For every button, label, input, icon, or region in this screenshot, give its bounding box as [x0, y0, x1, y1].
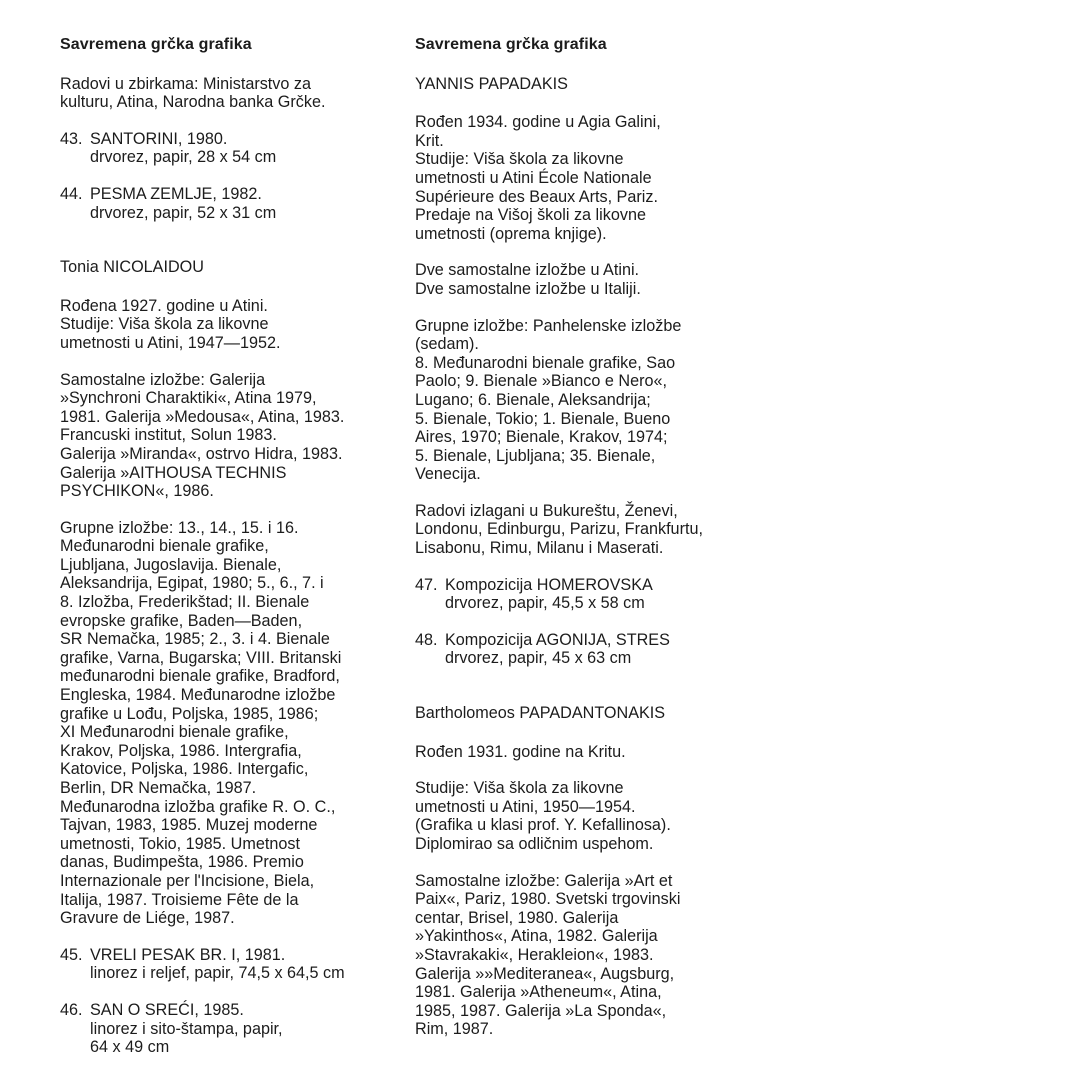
item-number: 47. — [415, 575, 438, 594]
artist-name-papadakis: YANNIS PAPADAKIS — [415, 74, 568, 93]
item-number: 44. — [60, 184, 83, 203]
group-exhibitions-paragraph: Grupne izložbe: Panhelenske izložbe (sedam). 8. Međunarodni bienale grafike, Sao Paolo; 9. Bienale »Bianco e Nero«, Lugano; 6. Bienale, Aleksandrija; 5. Bienale, Tokio; 1. Bienale, Bueno Aires, 1970; Bienale, Krakov, 1974; 5. Bienale, Ljubljana; 35. Bienale, Venecija. — [415, 316, 682, 484]
solo-exhibitions-paragraph: Dve samostalne izložbe u Atini. Dve samostalne izložbe u Italiji. — [415, 261, 641, 298]
item-number: 46. — [60, 1000, 83, 1019]
catalog-item-48 — [415, 631, 755, 668]
biography-paragraph: Rođen 1934. godine u Agia Galini, Krit. Studije: Viša škola za likovne umetnosti u Atini École Nationale Supérieure des Beaux Arts, Pariz. Predaje na Višoj školi za likovne umetnosti (oprema knjige). — [415, 113, 661, 243]
running-header-left: Savremena grčka grafika — [60, 36, 252, 53]
item-text: Kompozicija HOMEROVSKA drvorez, papir, 45,5 x 58 cm — [445, 575, 653, 613]
item-text: Kompozicija AGONIJA, STRES drvorez, papir, 45 x 63 cm — [445, 630, 670, 668]
artist-name-nicolaidou: Tonia NICOLAIDOU — [60, 258, 204, 277]
exhibited-cities-paragraph: Radovi izlagani u Bukureštu, Ženevi, Londonu, Edinburgu, Parizu, Frankfurtu, Lisabonu, Rimu, Milanu i Maserati. — [415, 501, 703, 558]
left-column — [60, 36, 400, 1075]
catalog-item-45 — [60, 946, 400, 983]
item-text: SAN O SREĆI, 1985. linorez i sito-štampa, papir, 64 x 49 cm — [90, 1000, 283, 1057]
catalog-item-46 — [60, 1001, 400, 1057]
running-header-right: Savremena grčka grafika — [415, 36, 607, 53]
catalog-item-43 — [60, 130, 400, 167]
item-text: PESMA ZEMLJE, 1982. drvorez, papir, 52 x 31 cm — [90, 184, 277, 222]
solo-exhibitions-paragraph: Samostalne izložbe: Galerija »Synchroni Charaktiki«, Atina 1979, 1981. Galerija »Medousa«, Atina, 1983. Francuski institut, Solun 1983. Galerija »Miranda«, ostrvo Hidra, 1983. Galerija »AITHOUSA TECHNIS PSYCHIKON«, 1986. — [60, 370, 345, 501]
collections-paragraph: Radovi u zbirkama: Ministarstvo za kulturu, Atina, Narodna banka Grčke. — [60, 74, 326, 112]
item-text: SANTORINI, 1980. drvorez, papir, 28 x 54 cm — [90, 129, 277, 167]
artist-name-papadantonakis: Bartholomeos PAPADANTONAKIS — [415, 704, 666, 723]
item-number: 48. — [415, 630, 438, 649]
biography-paragraph: Rođena 1927. godine u Atini. Studije: Viša škola za likovne umetnosti u Atini, 1947—1952. — [60, 296, 281, 352]
solo-exhibitions-paragraph: Samostalne izložbe: Galerija »Art et Paix«, Pariz, 1980. Svetski trgovinski centar, Brisel, 1980. Galerija »Yakinthos«, Atina, 1982. Galerija »Stavrakaki«, Herakleion«, 1983. Galerija »»Mediteranea«, Augsburg, 1981. Galerija »Atheneum«, Atina, 1985, 1987. Galerija »La Sponda«, Rim, 1987. — [415, 871, 681, 1039]
right-column — [415, 36, 755, 1057]
item-text: VRELI PESAK BR. I, 1981. linorez i reljef, papir, 74,5 x 64,5 cm — [90, 945, 345, 983]
catalog-item-47 — [415, 576, 755, 613]
birth-paragraph: Rođen 1931. godine na Kritu. — [415, 742, 626, 761]
catalog-item-44 — [60, 185, 400, 222]
item-number: 43. — [60, 129, 83, 148]
studies-paragraph: Studije: Viša škola za likovne umetnosti u Atini, 1950—1954. (Grafika u klasi prof. Y. Kefallinosa). Diplomirao sa odličnim uspehom. — [415, 779, 671, 853]
group-exhibitions-paragraph: Grupne izložbe: 13., 14., 15. i 16. Međunarodni bienale grafike, Ljubljana, Jugoslavija. Bienale, Aleksandrija, Egipat, 1980; 5., 6., 7. i 8. Izložba, Frederikštad; II. Bienale evropske grafike, Baden—Baden, SR Nemačka, 1985; 2., 3. i 4. Bienale grafike, Varna, Bugarska; VIII. Britanski međunarodni bienale grafike, Bradford, Engleska, 1984. Međunarodne izložbe grafike u Lođu, Poljska, 1985, 1986; XI Međunarodni bienale grafike, Krakov, Poljska, 1986. Intergrafia, Katovice, Poljska, 1986. Intergafic, Berlin, DR Nemačka, 1987. Međunarodna izložba grafike R. O. C., Tajvan, 1983, 1985. Muzej moderne umetnosti, Tokio, 1985. Umetnost danas, Budimpešta, 1986. Premio Internazionale per l'Incisione, Biela, Italija, 1987. Troisieme Fête de la Gravure de Liége, 1987. — [60, 518, 342, 928]
item-number: 45. — [60, 945, 83, 964]
